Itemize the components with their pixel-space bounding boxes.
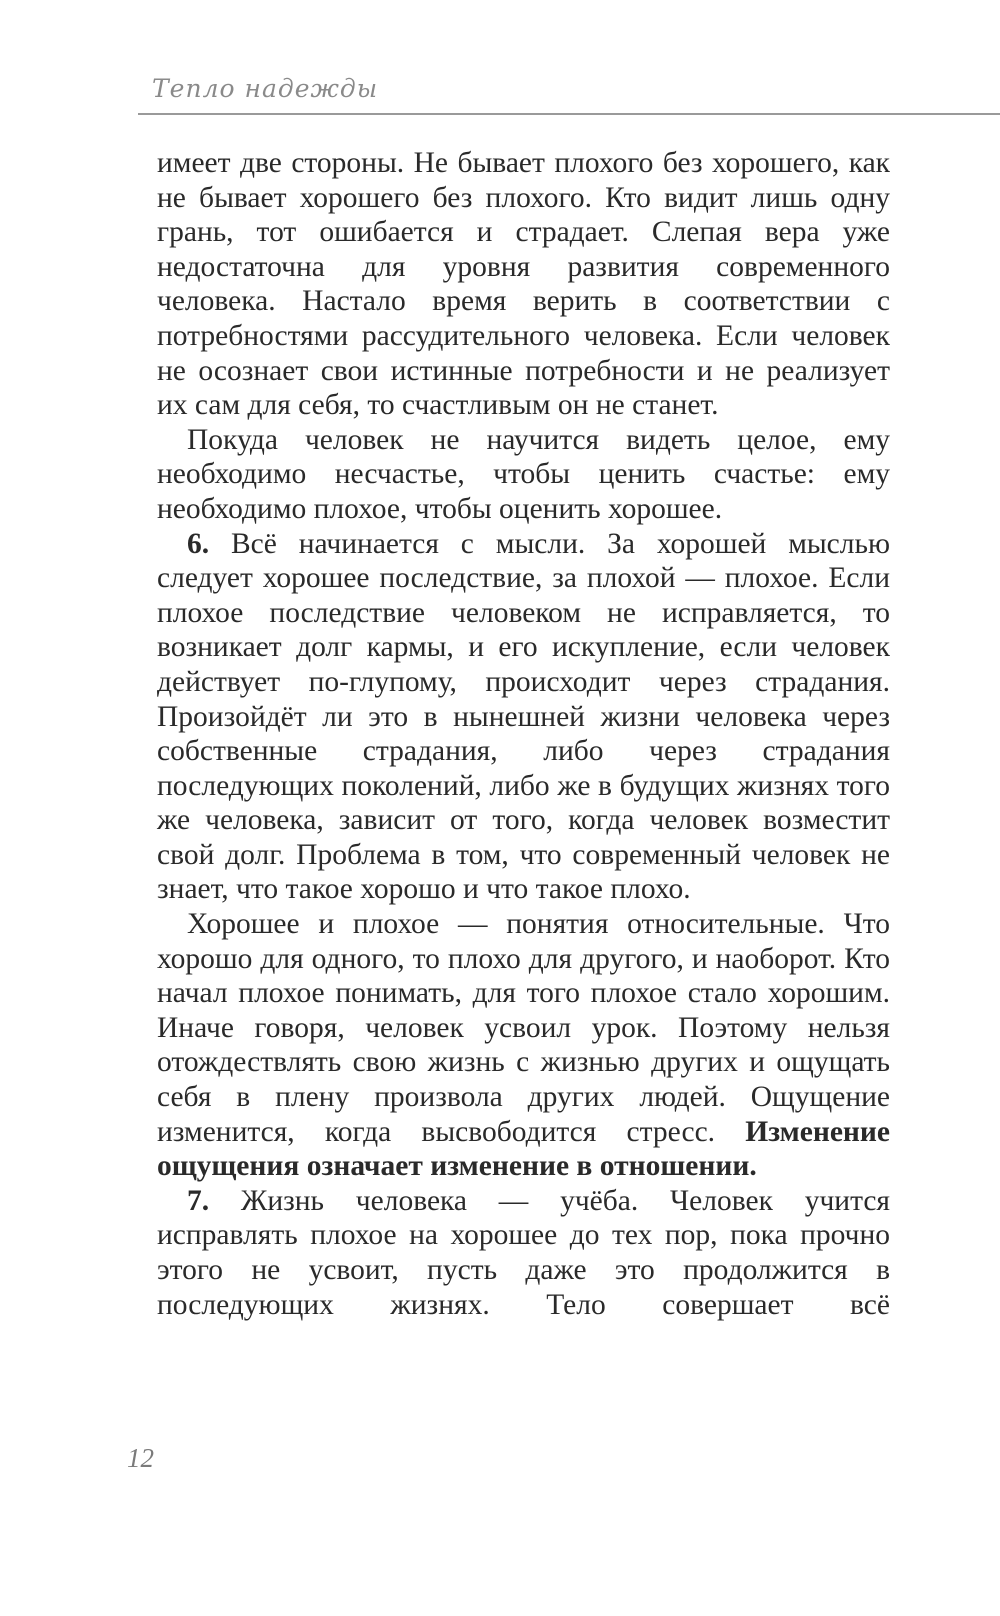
paragraph-text: Хорошее и плохое — понятия относительные. Что хорошо для одного, то плохо для другого, и наоборот. Кто начал плохое понимать, для того плохое стало хорошим. Иначе говоря, человек усвоил урок. Поэтому нельзя отождествлять свою жизнь с жизнью других и ощущать себя в плену произвола других людей. Ощущение изменится, когда высвободится стресс. (157, 908, 890, 1148)
item-text: Жизнь человека — учёба. Человек учится исправлять плохое на хорошее до тех пор, пока прочно этого не усвоит, пусть даже это продолжится в последующих жизнях. Тело совершает всё (157, 1184, 890, 1321)
item-number: 7. (187, 1184, 210, 1217)
item-number: 6. (187, 527, 210, 560)
paragraph (157, 907, 890, 1184)
item-text: Всё начинается с мысли. За хорошей мыслью следует хорошее последствие, за плохой — плохое. Если плохое последствие человеком не исправляется, то возникает долг кармы, и его искупление, если человек действует по-глупому, происходит через страдания. Произойдёт ли это в нынешней жизни человека через собственные страдания, либо через страдания последующих поколений, либо же в будущих жизнях того же человека, зависит от того, когда человек возместит свой долг. Проблема в том, что современный человек не знает, что такое хорошо и что такое плохо. (157, 527, 890, 906)
bold-statement: Изменение ощущения означает изменение в отношении. (157, 1115, 890, 1183)
paragraph: имеет две стороны. Не бывает плохого без хорошего, как не бывает хорошего без плохого. Кто видит лишь одну грань, тот ошибается и страдает. Слепая вера уже недостаточна для уровня развития современного человека. Настало время верить в соответствии с потребностями рассудительного человека. Если человек не осознает свои истинные потребности и не реализует их сам для себя, то счастливым он не станет. (157, 147, 890, 422)
body-text (157, 146, 890, 1322)
numbered-paragraph-7 (157, 1184, 890, 1322)
running-head: Тепло надежды (152, 74, 379, 103)
header-rule (138, 113, 1000, 115)
paragraph: Покуда человек не научится видеть целое, ему необходимо несчастье, чтобы ценить счастье: ему необходимо плохое, чтобы оценить хорошее. (157, 423, 890, 525)
numbered-paragraph-6 (157, 527, 890, 908)
page-number: 12 (127, 1443, 154, 1473)
